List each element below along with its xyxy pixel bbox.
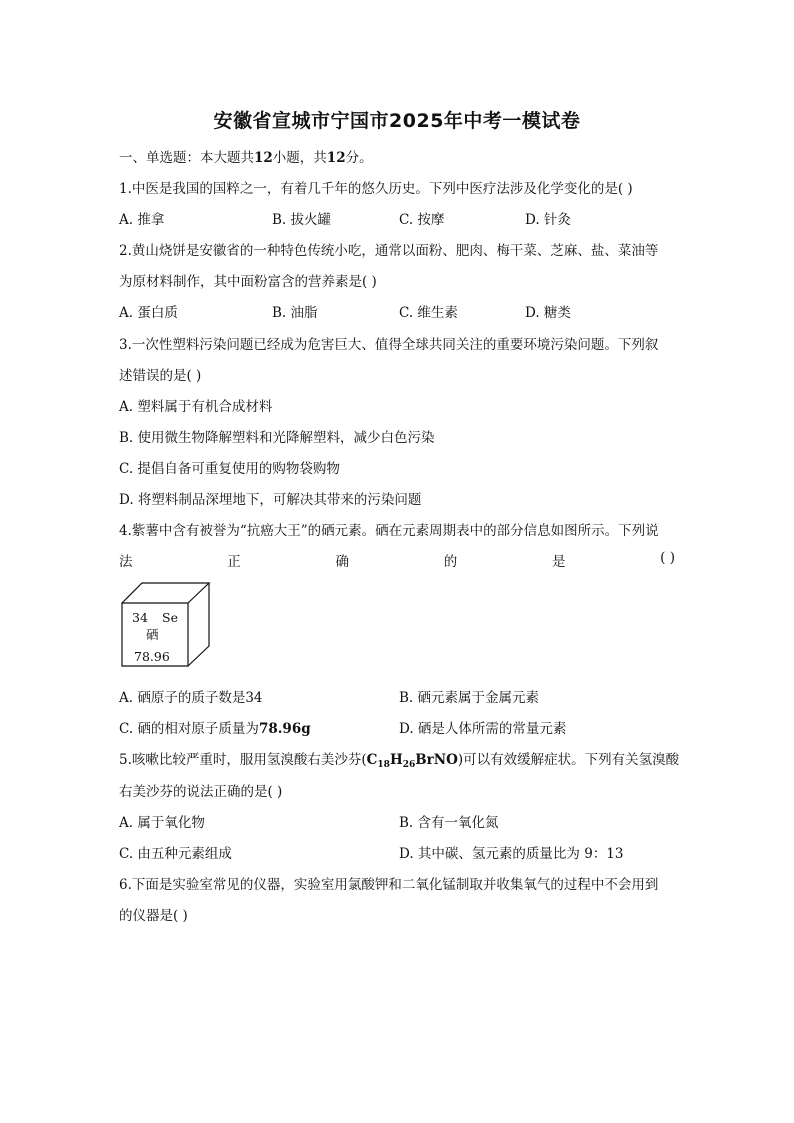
element-symbol: Se — [162, 610, 178, 625]
q1-option-a: A. 推拿 — [119, 212, 165, 228]
element-atomic-number: 34 — [132, 610, 148, 625]
q3-option-c: C. 提倡自备可重复使用的购物袋购物 — [119, 461, 340, 477]
q5-stem-line2: 右美沙芬的说法正确的是( ) — [119, 784, 283, 800]
q3-stem-line1: 3.一次性塑料污染问题已经成为危害巨大、值得全球共同关注的重要环境污染问题。下列叙 — [119, 337, 659, 353]
q4-word: 确 — [335, 554, 349, 570]
q6-stem-line2: 的仪器是( ) — [119, 908, 188, 924]
q2-option-d: D. 糖类 — [525, 305, 571, 321]
q4-option-b: B. 硒元素属于金属元素 — [399, 690, 540, 706]
page-title: 安徽省宣城市宁国市2025年中考一模试卷 — [213, 110, 581, 132]
q1-option-b: B. 拔火罐 — [272, 212, 332, 228]
q4-option-c-value: 78.96g — [258, 721, 311, 737]
q4-word: ( ) — [660, 550, 675, 566]
section-mid: 小题，共 — [272, 150, 327, 166]
q4-word: 的 — [443, 554, 458, 570]
section-suffix: 分。 — [345, 150, 373, 166]
q5-stem-line1 — [119, 748, 679, 770]
q6-stem-line1: 6.下面是实验室常见的仪器，实验室用氯酸钾和二氧化锰制取并收集氧气的过程中不会用到 — [119, 877, 659, 893]
element-atomic-mass: 78.96 — [134, 649, 170, 664]
q4-option-c — [119, 717, 311, 737]
q1-option-c: C. 按摩 — [399, 212, 445, 228]
q4-stem-line1: 4.紫薯中含有被誉为“抗癌大王”的硒元素。硒在元素周期表中的部分信息如图所示。下列说 — [119, 523, 659, 539]
question-count: 12 — [254, 150, 273, 166]
cube-top-face — [122, 583, 209, 603]
q5-stem-pre: 5.咳嗽比较严重时，服用氢溴酸右美沙芬( — [119, 752, 367, 768]
cube-side-face — [188, 583, 209, 666]
q4-option-c-text: C. 硒的相对原子质量为 — [119, 721, 259, 737]
q5-option-b: B. 含有一氧化氮 — [399, 815, 499, 831]
q3-option-a: A. 塑料属于有机合成材料 — [119, 399, 273, 415]
q4-word: 法 — [119, 554, 133, 570]
q5-option-d: D. 其中碳、氢元素的质量比为 9：13 — [399, 846, 624, 862]
total-score: 12 — [326, 150, 346, 166]
q5-option-a: A. 属于氧化物 — [119, 815, 205, 831]
q2-option-b: B. 油脂 — [272, 305, 318, 321]
q2-option-c: C. 维生素 — [399, 305, 458, 321]
formula-c-count: 18 — [377, 760, 390, 770]
q3-option-b: B. 使用微生物降解塑料和光降解塑料，减少白色污染 — [119, 430, 435, 446]
q4-word: 正 — [227, 554, 241, 570]
q1-option-d: D. 针灸 — [525, 212, 571, 228]
q5-stem-post: )可以有效缓解症状。下列有关氢溴酸 — [457, 752, 680, 768]
q3-option-d: D. 将塑料制品深埋地下，可解决其带来的污染问题 — [119, 492, 422, 508]
section-prefix: 一、单选题：本大题共 — [119, 150, 254, 166]
chemical-formula — [367, 752, 458, 768]
q2-stem-line2: 为原材料制作，其中面粉富含的营养素是( ) — [119, 274, 377, 290]
element-name: 硒 — [146, 627, 159, 642]
formula-c: C — [366, 752, 378, 768]
q4-stem-line2 — [119, 550, 675, 570]
section-heading — [119, 146, 373, 166]
q2-option-a: A. 蛋白质 — [119, 305, 178, 321]
q3-stem-line2: 述错误的是( ) — [119, 368, 202, 384]
q4-option-a: A. 硒原子的质子数是34 — [119, 690, 263, 706]
q4-word: 是 — [551, 554, 566, 570]
formula-rest: BrNO — [415, 752, 458, 768]
q4-option-d: D. 硒是人体所需的常量元素 — [399, 721, 567, 737]
q1-stem: 1.中医是我国的国粹之一，有着几千年的悠久历史。下列中医疗法涉及化学变化的是( ) — [119, 181, 633, 197]
q5-option-c: C. 由五种元素组成 — [119, 846, 232, 862]
q2-stem-line1: 2.黄山烧饼是安徽省的一种特色传统小吃，通常以面粉、肥肉、梅干菜、芝麻、盐、菜油等 — [119, 243, 659, 259]
formula-h: H — [389, 752, 403, 768]
formula-h-count: 26 — [402, 760, 416, 770]
